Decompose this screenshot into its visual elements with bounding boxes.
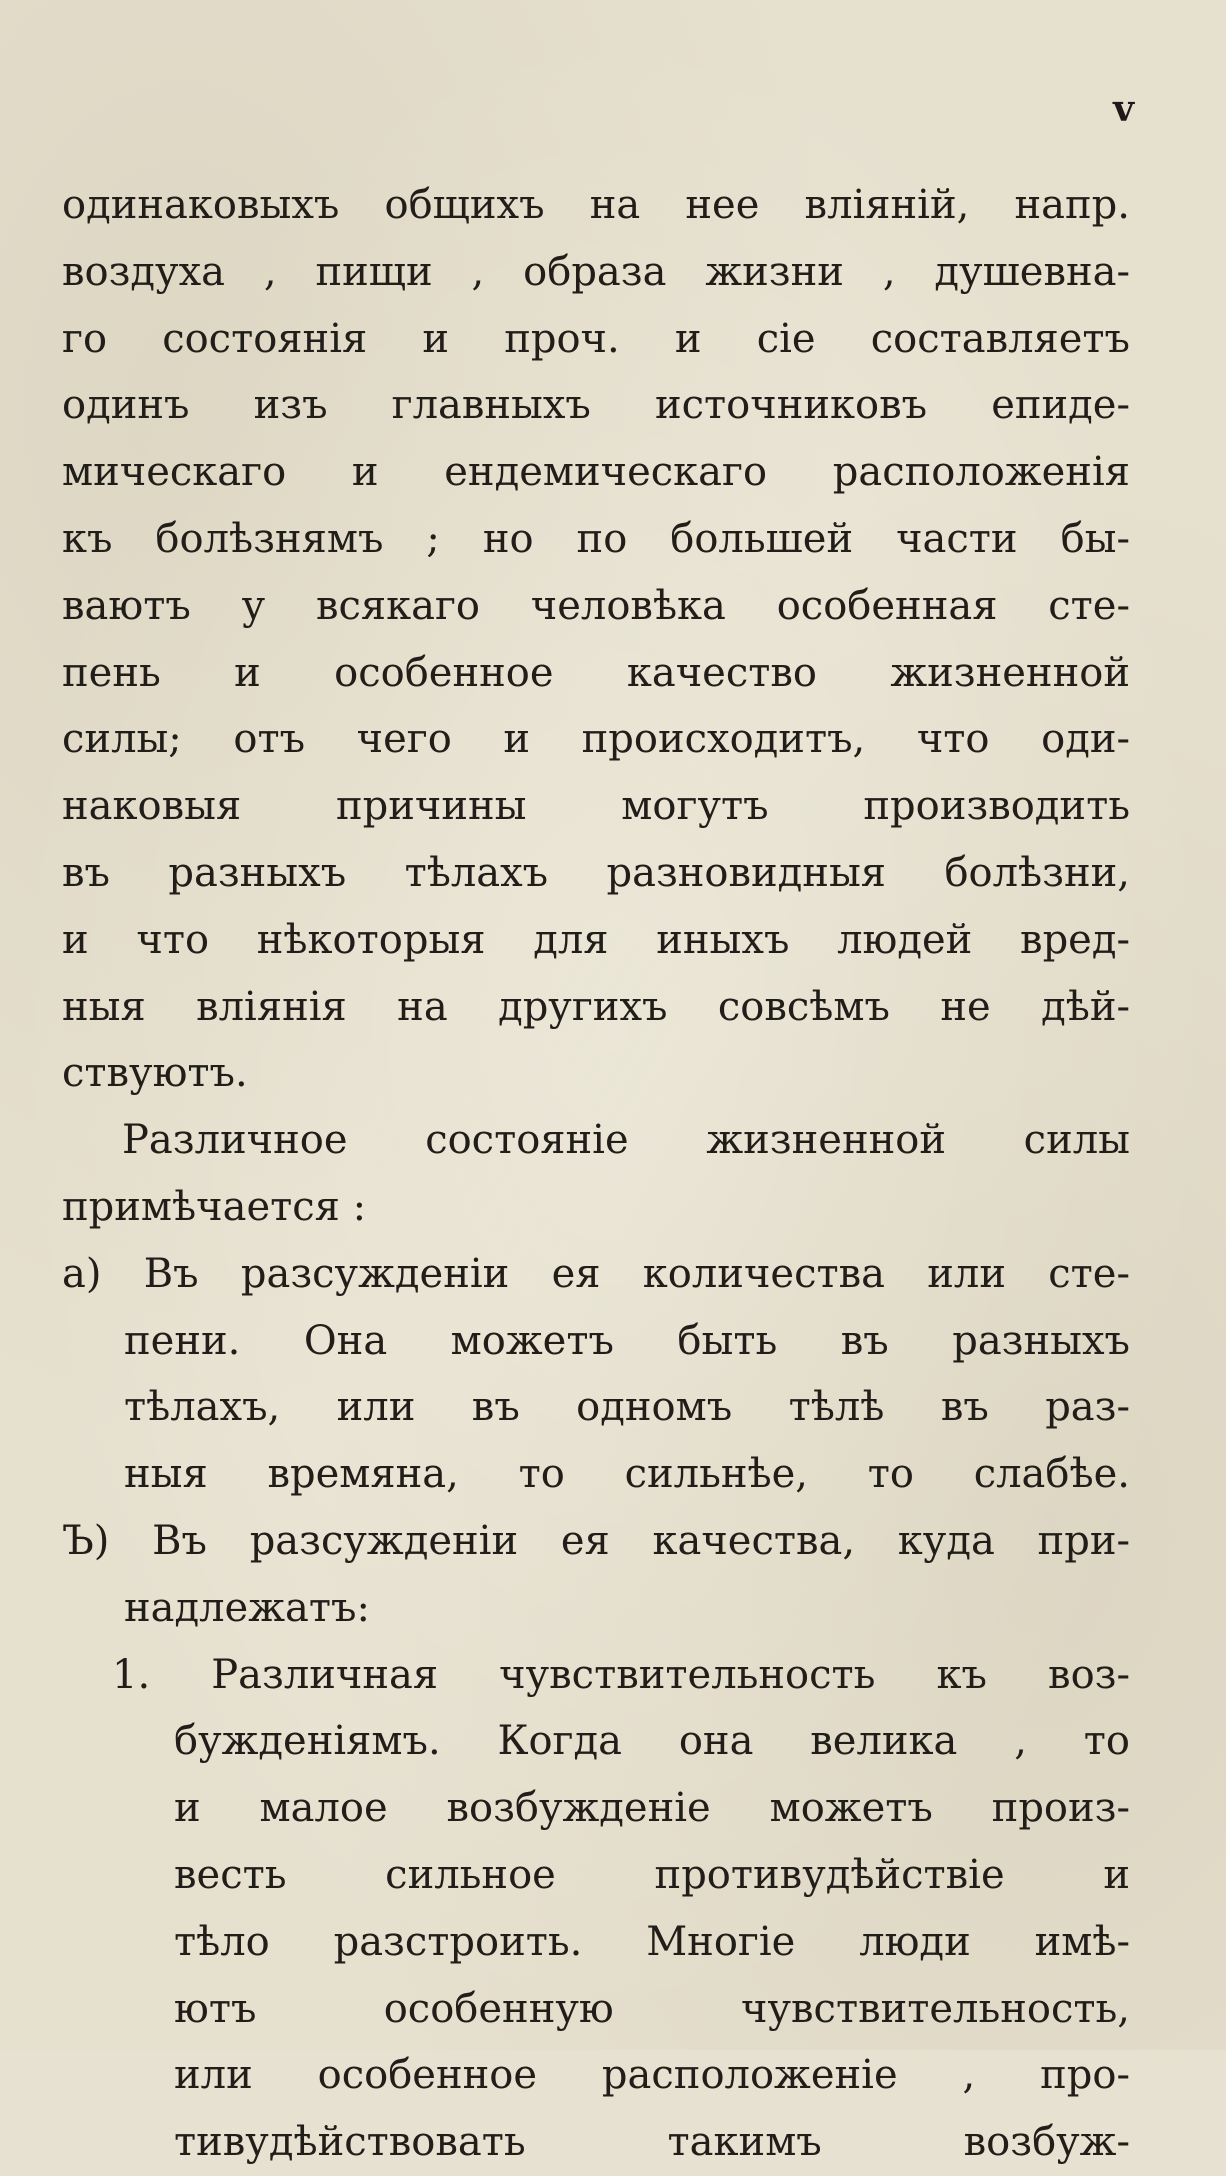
text-line: бужденiямъ. Когда она велика , то — [174, 1718, 1130, 1765]
text-line: ныя влiянiя на другихъ совсѣмъ не дѣй- — [62, 983, 1130, 1030]
body-text — [62, 172, 1130, 2176]
list-item-b: Ъ) Въ разсужденiи ея качества, куда при- — [62, 1517, 1130, 1564]
text-line: ваютъ у всякаго человѣка особенная сте- — [62, 582, 1130, 629]
text-line: ютъ особенную чувствительность, — [174, 1985, 1130, 2032]
list-item-a: а) Въ разсужденiи ея количества или сте- — [62, 1250, 1130, 1297]
text-line: весть сильное противудѣйствiе и — [174, 1851, 1130, 1898]
text-line: силы; отъ чего и происходитъ, что оди- — [62, 716, 1130, 763]
text-line: пень и особенное качество жизненной — [62, 649, 1130, 696]
text-line: къ болѣзнямъ ; но по большей части бы- — [62, 515, 1130, 562]
text-line: въ разныхъ тѣлахъ разновидныя болѣзни, — [62, 849, 1130, 896]
text-line: и малое возбужденiе можетъ произ- — [174, 1785, 1130, 1832]
text-line: тѣлахъ, или въ одномъ тѣлѣ въ раз- — [124, 1384, 1130, 1431]
text-line: го состоянiя и проч. и сiе составляетъ — [62, 315, 1130, 362]
text-line: одинаковыхъ общихъ на нее влiянiй, напр. — [62, 182, 1130, 228]
text-line: или особенное расположенiе , про- — [174, 2052, 1130, 2099]
paragraph-start-line: Различное состоянiе жизненной силы — [122, 1117, 1130, 1164]
text-line: примѣчается : — [62, 1183, 367, 1230]
text-line: ныя времяна, то сильнѣе, то слабѣе. — [124, 1451, 1130, 1498]
text-line: мическаго и ендемическаго расположенiя — [62, 449, 1130, 496]
page-number: v — [1113, 88, 1134, 130]
text-line: ствуютъ. — [62, 1050, 248, 1097]
text-line: наковыя причины могутъ производить — [62, 783, 1130, 830]
text-line: одинъ изъ главныхъ источниковъ епиде- — [62, 382, 1130, 429]
text-line: пени. Она можетъ быть въ разныхъ — [124, 1317, 1130, 1364]
text-line: воздуха , пищи , образа жизни , душевна- — [62, 248, 1130, 295]
text-line: и что нѣкоторыя для иныхъ людей вред- — [62, 916, 1130, 963]
list-item-1: 1. Различная чувствительность къ воз- — [112, 1651, 1130, 1698]
text-line: тивудѣйствовать такимъ возбуж- — [174, 2119, 1130, 2166]
text-line: тѣло разстроить. Многiе люди имѣ- — [174, 1918, 1130, 1965]
text-line: надлежатъ: — [124, 1584, 370, 1631]
